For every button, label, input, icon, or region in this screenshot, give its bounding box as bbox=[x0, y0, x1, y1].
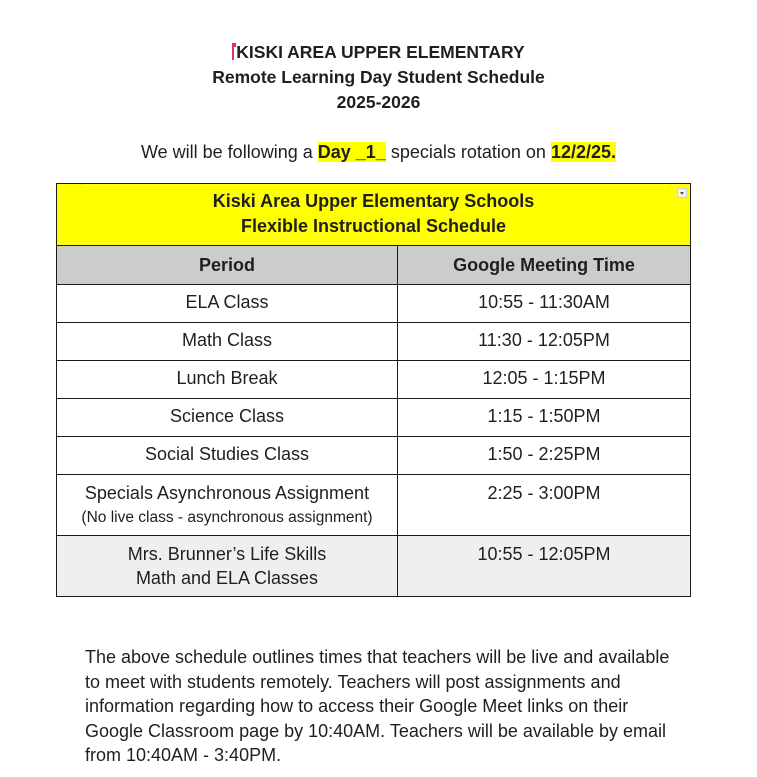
table-title-row bbox=[57, 184, 691, 246]
rotation-day-highlight: Day _1_ bbox=[317, 142, 386, 162]
period-cell: Social Studies Class bbox=[57, 437, 398, 475]
table-row bbox=[57, 285, 691, 323]
column-header-meeting-time: Google Meeting Time bbox=[398, 246, 691, 285]
period-cell: Math Class bbox=[57, 323, 398, 361]
period-text-line2: Math and ELA Classes bbox=[135, 568, 319, 588]
schedule-title-heading: Remote Learning Day Student Schedule bbox=[212, 67, 545, 87]
table-row bbox=[57, 475, 691, 536]
schedule-explanation-paragraph: The above schedule outlines times that teachers will be live and available to meet with students remotely. Teachers will post assignments and information regarding how to access their Google Meet links on their Google Classroom page by 10:40AM. Teachers will be available by email from 10:40AM - 3:40PM. bbox=[85, 647, 670, 765]
time-cell: 11:30 - 12:05PM bbox=[398, 323, 691, 361]
table-title-line1: Kiski Area Upper Elementary Schools bbox=[212, 191, 535, 211]
period-cell: ELA Class bbox=[57, 285, 398, 323]
period-cell bbox=[57, 536, 398, 597]
table-row bbox=[57, 399, 691, 437]
table-row bbox=[57, 323, 691, 361]
time-cell: 1:15 - 1:50PM bbox=[398, 399, 691, 437]
period-cell: Science Class bbox=[57, 399, 398, 437]
time-cell: 12:05 - 1:15PM bbox=[398, 361, 691, 399]
time-text: 10:55 - 12:05PM bbox=[477, 544, 611, 564]
table-row bbox=[57, 361, 691, 399]
flexible-schedule-table bbox=[56, 183, 691, 597]
time-text: 2:25 - 3:00PM bbox=[487, 483, 601, 503]
rotation-prefix: We will be following a bbox=[140, 142, 313, 162]
period-cell bbox=[57, 475, 398, 536]
school-name-text: KISKI AREA UPPER ELEMENTARY bbox=[236, 42, 525, 62]
time-cell bbox=[398, 536, 691, 597]
period-text: Specials Asynchronous Assignment bbox=[84, 483, 370, 503]
document-title-block bbox=[0, 40, 757, 115]
period-text: Mrs. Brunner’s Life Skills bbox=[127, 544, 327, 564]
table-title-cell bbox=[57, 184, 691, 246]
table-row bbox=[57, 536, 691, 597]
chevron-down-icon[interactable] bbox=[677, 188, 687, 198]
school-name-heading bbox=[0, 40, 757, 65]
rotation-middle: specials rotation on bbox=[390, 142, 546, 162]
period-cell: Lunch Break bbox=[57, 361, 398, 399]
table-row bbox=[57, 437, 691, 475]
text-cursor-marker-icon bbox=[232, 43, 234, 60]
time-cell bbox=[398, 475, 691, 536]
table-title-line2: Flexible Instructional Schedule bbox=[240, 216, 507, 236]
school-year-heading: 2025-2026 bbox=[336, 92, 421, 112]
period-note: (No live class - asynchronous assignment) bbox=[81, 509, 373, 526]
time-cell: 10:55 - 11:30AM bbox=[398, 285, 691, 323]
time-cell: 1:50 - 2:25PM bbox=[398, 437, 691, 475]
table-header-row bbox=[57, 246, 691, 285]
specials-rotation-statement bbox=[0, 140, 757, 164]
column-header-period: Period bbox=[57, 246, 398, 285]
rotation-date-highlight: 12/2/25. bbox=[550, 142, 616, 162]
